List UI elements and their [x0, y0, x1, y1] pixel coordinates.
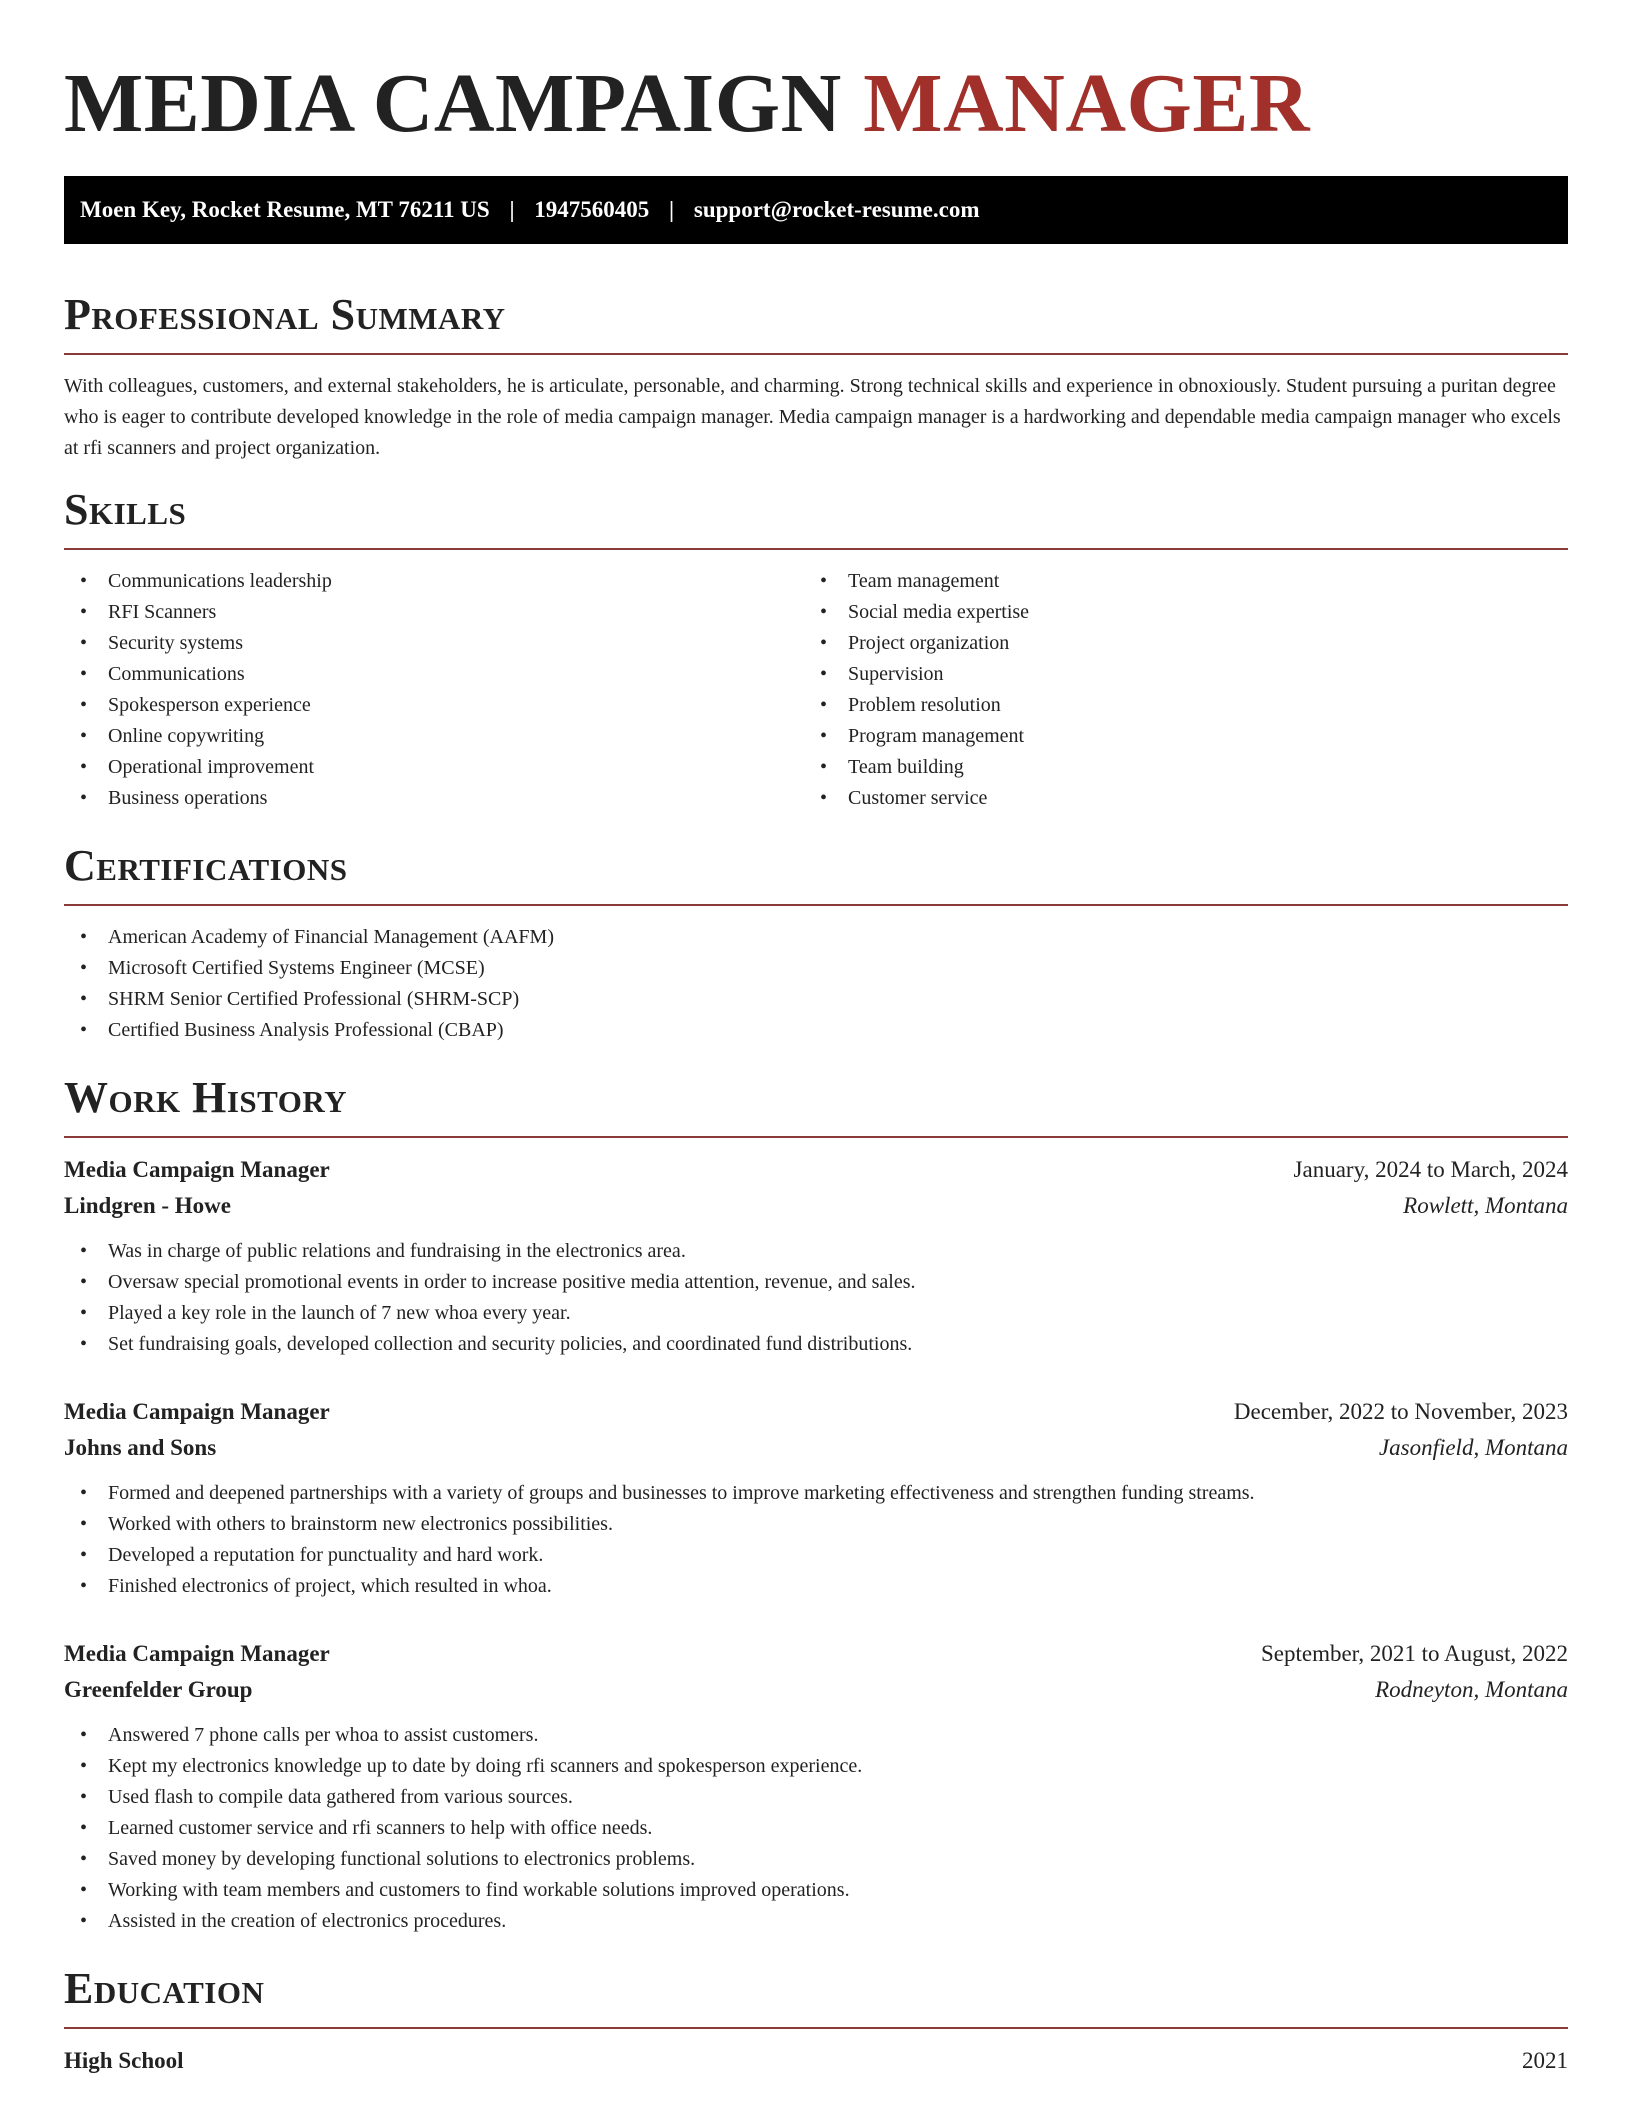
certification-item: • SHRM Senior Certified Professional (SHRM-SCP): [64, 984, 1568, 1015]
summary-text: With colleagues, customers, and external stakeholders, he is articulate, personable, and charming. Strong technical skills and experience in obnoxiously. Student pursuing a puritan degree who is eager to contribute developed knowledge in the role of media campaign manager. Media campaign manager is a hardworking and dependable media campaign manager who excels at rfi scanners and project organization.: [64, 375, 1561, 459]
job-title: Media Campaign Manager: [64, 1399, 330, 1424]
section-heading-certifications: Certifications: [64, 841, 348, 890]
job-bullet: • Used flash to compile data gathered from various sources.: [64, 1782, 1568, 1813]
skills-column-right: [804, 566, 1544, 814]
job-bullet: • Set fundraising goals, developed collection and security policies, and coordinated fund distributions.: [64, 1329, 1568, 1360]
job-entry: [64, 1394, 1568, 1602]
job-bullets: [64, 1478, 1568, 1602]
section-divider: [64, 2027, 1568, 2029]
contact-phone: 1947560405: [534, 197, 650, 222]
section-heading-work: Work History: [64, 1073, 348, 1122]
work-section: [64, 1072, 1568, 1937]
skill-item: • Online copywriting: [64, 721, 804, 752]
section-heading-education: Education: [64, 1964, 265, 2013]
job-dates: January, 2024 to March, 2024: [1293, 1157, 1568, 1182]
skill-item: • Customer service: [804, 783, 1544, 814]
job-location: Rodneyton, Montana: [1375, 1677, 1568, 1702]
skill-item: • RFI Scanners: [64, 597, 804, 628]
job-bullet: • Finished electronics of project, which resulted in whoa.: [64, 1571, 1568, 1602]
job-bullet: • Assisted in the creation of electronics procedures.: [64, 1906, 1568, 1937]
education-year: 2021: [1522, 2048, 1568, 2073]
contact-address: Moen Key, Rocket Resume, MT 76211 US: [80, 197, 490, 222]
certification-item: • Certified Business Analysis Professional (CBAP): [64, 1015, 1568, 1046]
summary-section: [64, 289, 1568, 464]
skill-item: • Operational improvement: [64, 752, 804, 783]
job-entry: [64, 1636, 1568, 1937]
section-divider: [64, 353, 1568, 355]
skill-item: • Team building: [804, 752, 1544, 783]
job-company: Greenfelder Group: [64, 1677, 253, 1702]
job-title: Media Campaign Manager: [64, 1157, 330, 1182]
resume-title: [64, 0, 1568, 154]
job-bullets: [64, 1720, 1568, 1937]
section-divider: [64, 1136, 1568, 1138]
contact-separator: |: [669, 197, 675, 222]
job-bullet: • Answered 7 phone calls per whoa to assist customers.: [64, 1720, 1568, 1751]
section-heading-skills: Skills: [64, 485, 187, 534]
contact-bar: [64, 176, 1568, 244]
resume-page: [64, 0, 1568, 2079]
skill-item: • Security systems: [64, 628, 804, 659]
section-heading-summary: Professional Summary: [64, 290, 506, 339]
job-bullet: • Formed and deepened partnerships with a variety of groups and businesses to improve marketing effectiveness and strengthen funding streams.: [64, 1478, 1568, 1509]
job-dates: September, 2021 to August, 2022: [1260, 1641, 1568, 1666]
contact-email[interactable]: support@rocket-resume.com: [693, 197, 980, 222]
job-company: Johns and Sons: [64, 1435, 217, 1460]
skill-item: • Program management: [804, 721, 1544, 752]
job-title: Media Campaign Manager: [64, 1641, 330, 1666]
job-bullet: • Kept my electronics knowledge up to date by doing rfi scanners and spokesperson experience.: [64, 1751, 1568, 1782]
job-bullet: • Saved money by developing functional solutions to electronics problems.: [64, 1844, 1568, 1875]
job-company: Lindgren - Howe: [64, 1193, 231, 1218]
skill-item: • Spokesperson experience: [64, 690, 804, 721]
skill-item: • Project organization: [804, 628, 1544, 659]
job-bullet: • Working with team members and customers to find workable solutions improved operations.: [64, 1875, 1568, 1906]
certification-item: • American Academy of Financial Management (AAFM): [64, 922, 1568, 953]
skill-item: • Business operations: [64, 783, 804, 814]
contact-separator: |: [509, 197, 515, 222]
skill-item: • Communications: [64, 659, 804, 690]
job-bullet: • Played a key role in the launch of 7 new whoa every year.: [64, 1298, 1568, 1329]
job-bullet: • Was in charge of public relations and fundraising in the electronics area.: [64, 1236, 1568, 1267]
certifications-list: [64, 922, 1568, 1046]
job-location: Rowlett, Montana: [1403, 1193, 1568, 1218]
skill-item: • Communications leadership: [64, 566, 804, 597]
skill-item: • Supervision: [804, 659, 1544, 690]
certification-item: • Microsoft Certified Systems Engineer (MCSE): [64, 953, 1568, 984]
skill-item: • Problem resolution: [804, 690, 1544, 721]
section-divider: [64, 904, 1568, 906]
job-bullet: • Learned customer service and rfi scanners to help with office needs.: [64, 1813, 1568, 1844]
education-section: [64, 1963, 1568, 2079]
section-divider: [64, 548, 1568, 550]
skill-item: • Social media expertise: [804, 597, 1544, 628]
certifications-section: [64, 840, 1568, 1046]
skills-column-left: [64, 566, 804, 814]
job-bullets: [64, 1236, 1568, 1360]
job-entry: [64, 1152, 1568, 1360]
job-bullet: • Developed a reputation for punctuality and hard work.: [64, 1540, 1568, 1571]
education-degree: High School: [64, 2048, 184, 2073]
job-location: Jasonfield, Montana: [1378, 1435, 1568, 1460]
skills-grid: [64, 566, 1568, 814]
skills-section: [64, 484, 1568, 814]
title-accent: MANAGER: [863, 57, 1311, 150]
job-bullet: • Worked with others to brainstorm new electronics possibilities.: [64, 1509, 1568, 1540]
job-dates: December, 2022 to November, 2023: [1233, 1399, 1568, 1424]
title-main: MEDIA CAMPAIGN: [64, 57, 842, 150]
skill-item: • Team management: [804, 566, 1544, 597]
job-bullet: • Oversaw special promotional events in order to increase positive media attention, revenue, and sales.: [64, 1267, 1568, 1298]
